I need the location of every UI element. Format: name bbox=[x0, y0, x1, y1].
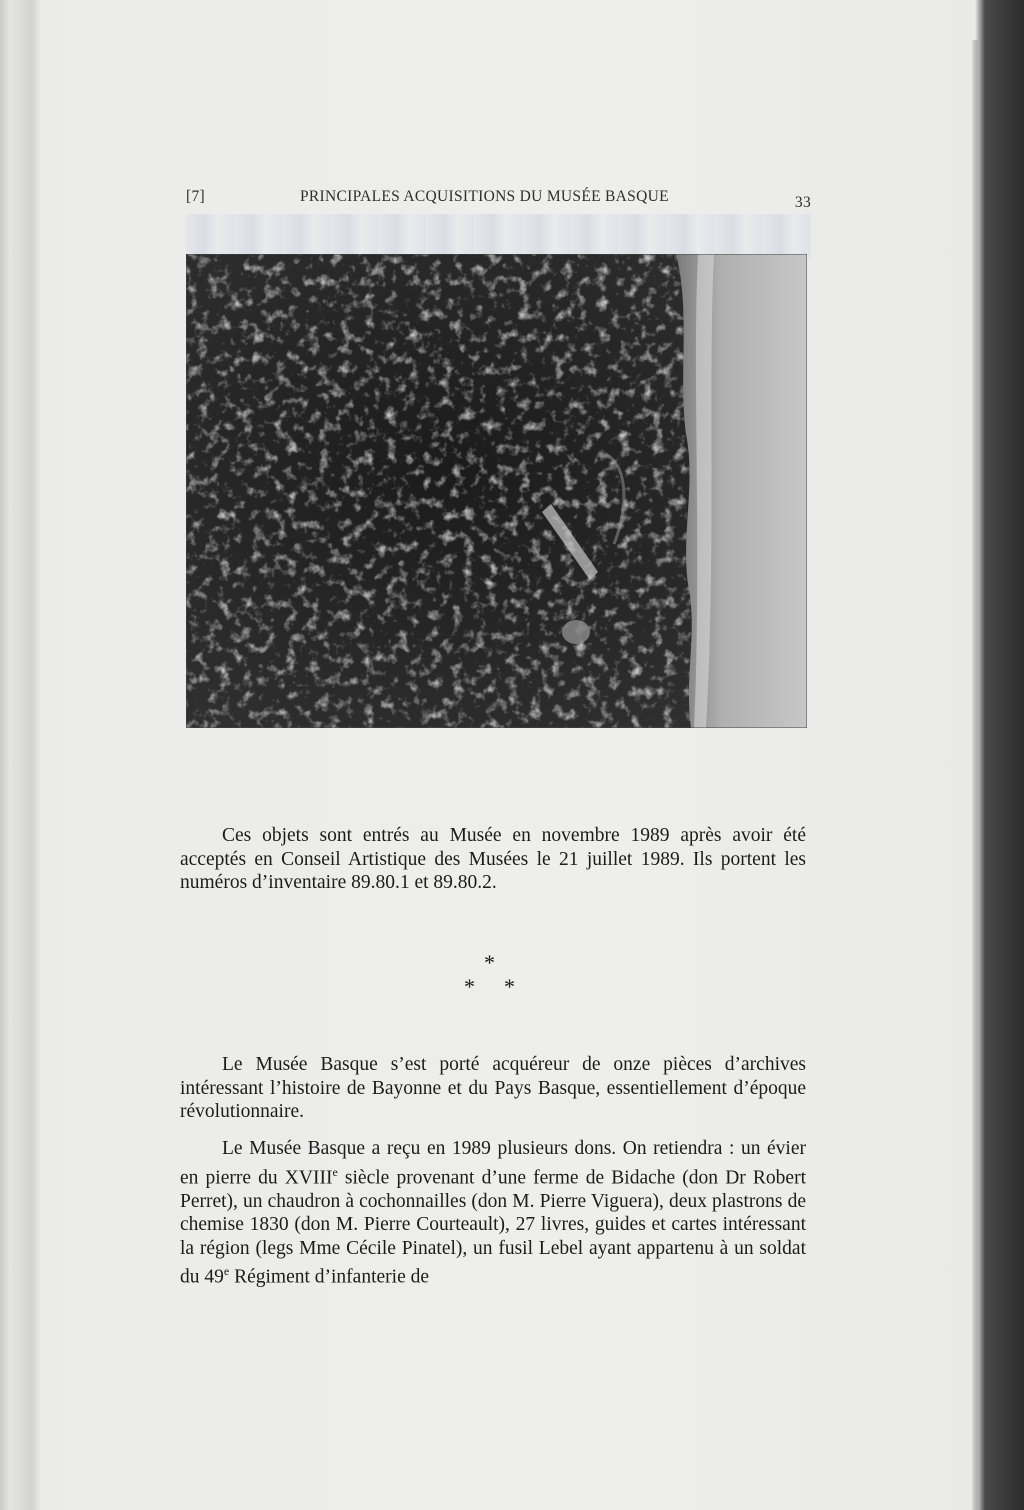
running-header bbox=[186, 186, 811, 212]
paragraph-text bbox=[180, 1137, 806, 1289]
asterisk: * bbox=[504, 974, 515, 999]
text-run: Le Musée Basque a reçu en 1989 plusieurs dons. On retiendra : un évier en pierre du XVIII bbox=[180, 1138, 806, 1188]
book-gutter bbox=[0, 0, 40, 1510]
photograph bbox=[186, 254, 807, 728]
paragraph-archives bbox=[180, 1053, 806, 1124]
asterisk: * bbox=[484, 950, 495, 975]
page-number: 33 bbox=[794, 194, 811, 211]
section-ref: [7] bbox=[186, 188, 205, 205]
photograph-image bbox=[186, 254, 807, 728]
paragraph-donations bbox=[180, 1137, 806, 1289]
text-run: Régiment d’infanterie de bbox=[229, 1266, 430, 1288]
paragraph-text: Ces objets sont entrés au Musée en novembre 1989 après avoir été acceptés en Conseil Artistique des Musées le 21 juillet 1989. Ils portent les numéros d’inventaire 89.80.1 et 89.80.2. bbox=[180, 825, 806, 893]
paragraph-acquisition-note bbox=[180, 824, 806, 895]
section-separator bbox=[440, 950, 540, 1000]
asterisk: * bbox=[464, 974, 475, 999]
running-title: PRINCIPALES ACQUISITIONS DU MUSÉE BASQUE bbox=[300, 188, 669, 205]
show-through-band bbox=[186, 214, 811, 258]
paragraph-text: Le Musée Basque s’est porté acquéreur de onze pièces d’archives intéressant l’histoire de Bayonne et du Pays Basque, essentiellement d’époque révolutionnaire. bbox=[180, 1054, 806, 1122]
page-edge bbox=[972, 40, 978, 1510]
text-run: siècle provenant d’une ferme de Bidache (don Dr Robert Perret), un chaudron à cochonnailles (don M. Pierre Viguera), deux plastrons de chemise 1830 (don M. Pierre Courteault), 27 livres, guides et cartes intéressant la région (legs Mme Cécile Pinatel), un fusil Lebel ayant appartenu à un soldat du 49 bbox=[180, 1167, 806, 1288]
superscript: e bbox=[332, 1164, 338, 1179]
superscript: e bbox=[223, 1264, 230, 1278]
